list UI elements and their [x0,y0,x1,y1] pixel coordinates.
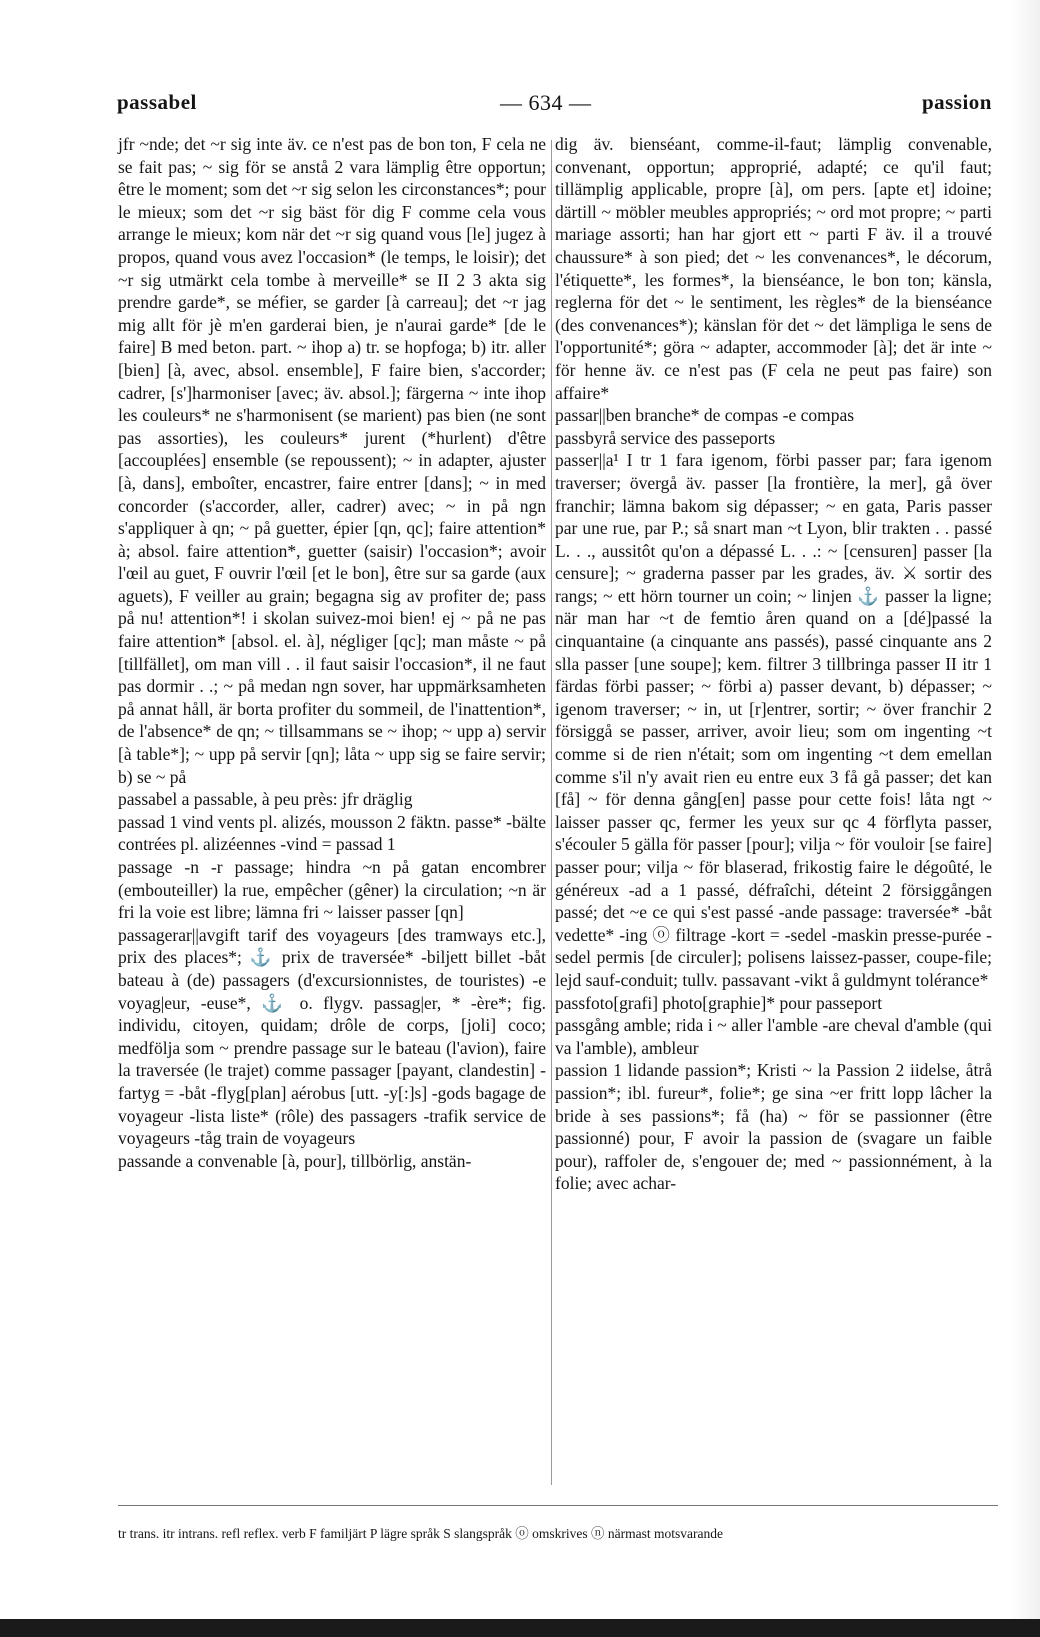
abbreviation-footer: tr trans. itr intrans. refl reflex. verb F familjärt P lägre språk S slangspråk ⓞ omskrives ⓝ närmast motsvarande [118,1526,723,1541]
right-column-text: dig äv. bienséant, comme-il-faut; lämplig convenable, convenant, opportun; approprié, adapté; ce qu'il faut; tillämplig applicable, propre [à], om pers. [apte et] idoine; därtill ~ möbler meubles appropriés; ~ ord mot propre; ~ parti mariage assorti; han har gjort ett ~ parti F äv. il a trouvé chaussure* à son pied; det ~ les convenances*, le décorum, l'étiquette*, les formes*, la bienséance, le bon ton; känsla, reglerna för det ~ le sentiment, les règles* de la bienséance (des convenances*); känslan för det ~ det lämpliga le sens de l'opportunité*; göra ~ adapter, accommoder [à]; det är inte ~ för henne äv. ce n'est pas (F cela ne peut pas faire) son affaire* passar||ben branche* de compas -e compas passbyrå service des passeports passer||a¹ I tr 1 fara igenom, förbi passer par; fara igenom traverser; övergå äv. passer [la frontière, la mer], gå över franchir; lämna bakom sig dépasser; ~ en gata, Paris passer par une rue, par P.; så snart man ~t Lyon, blir trakten . . passé L. . ., aussitôt qu'on a dépassé L. . .: ~ [censuren] passer [la censure]; ~ graderna passer par les grades, äv. ⚔ sortir des rangs; ~ ett hörn tourner un coin; ~ linjen ⚓ passer la ligne; när man har ~t de femtio åren quand on a [dé]passé la cinquantaine (a cinquante ans passés), passé cinquante ans 2 slla passer [une soupe]; kem. filtrer 3 tillbringa passer II itr 1 färdas förbi passer; ~ förbi a) passer devant, b) dépasser; ~ igenom traverser; ~ in, ut [r]entrer, sortir; ~ över franchir 2 försiggå se passer, arriver, avoir lieu; som om ingenting ~t comme si de rien n'était; som om ingenting ~t dem emellan comme s'il n'y avait rien eu entre eux 3 få gå passer; det kan [få] ~ för denna gång[en] passe pour cette fois! låta ngt ~ laisser passer qc, fermer les yeux sur qc 4 förflyta passer, s'écouler 5 gälla för passer [pour]; vilja ~ för vouloir [se faire] passer pour; vilja ~ för blaserad, frikostig faire le dégoûté, le généreux -ad a 1 passé, défraîchi, déteint 2 försiggången passé; det ~e ce qui s'est passé -ande passage: traversée* -båt vedette* -ing ⓞ filtrage -kort = -sedel -maskin presse-purée -sedel permis [de circuler]; polisens laissez-passer, coupe-file; lejd sauf-conduit; tullv. passavant -vikt å guldmynt tolérance* passfoto[grafi] photo[graphie]* pour passeport passgång amble; rida i ~ aller l'amble -are cheval d'amble (qui va l'amble), ambleur passion 1 lidande passion*; Kristi ~ la Passion 2 iidelse, åtrå passion*; ibl. fureur*, folie*; ge sina ~er fritt lopp lâcher la bride à ses passions*; få (ha) ~ för se passionner (être passionné) pour, F avoir la passion de (svagare un faible pour), raffoler de, s'engouer de; med ~ passionnément, à la folie; avec achar- [555,134,992,1194]
column-divider [551,140,552,1485]
header-right-guideword: passion [921,90,992,114]
scan-bottom-edge [0,1619,1040,1637]
footer-rule [118,1505,998,1506]
left-column-text: jfr ~nde; det ~r sig inte äv. ce n'est pas de bon ton, F cela ne se fait pas; ~ sig för se anstå 2 vara lämplig être opportun; être le moment; som det ~r sig selon les circonstances*; pour le mieux; som det ~r sig bäst för dig F comme cela vous arrange le mieux; kom när det ~r sig quand vous [le] jugez à propos, quand vous avez l'occasion* (le temps, le loisir); det ~r sig utmärkt cela tombe à merveille* se II 2 3 akta sig prendre garde*, se méfier, se garder [à carreau]; det ~r jag mig allt för jè m'en garderai bien, je n'aurai garde* [de le faire] B med beton. part. ~ ihop a) tr. se hopfoga; b) itr. aller [bien] [à, avec, absol. ensemble], F faire bien, s'accorder; cadrer, [s']harmoniser [avec; äv. absol.]; färgerna ~ inte ihop les couleurs* ne s'harmonisent (se marient) pas bien (ne sont pas assorties), les couleurs* jurent (*hurlent) d'être [accouplées] ensemble (se repoussent); ~ in adapter, ajuster [à, dans], emboîter, encastrer, faire entrer [dans]; ~ in med concorder (s'accorder, aller, cadrer) avec; ~ in på ngn s'appliquer à qn; ~ på guetter, épier [qn, qc]; faire attention* à; absol. faire attention*, guetter (saisir) l'occasion*; avoir l'œil au guet, F ouvrir l'œil [et le bon], être sur sa garde (aux aguets), F veiller au grain; begagna sig av profiter de; pass på nu! attention*! i skolan suivez-moi bien! ej ~ på ne pas faire attention* [absol. el. à], négliger [qc]; man måste ~ på [tillfället], om man vill . . il faut saisir l'occasion*, il ne faut pas dormir . .; ~ på medan ngn sover, har uppmärksamheten på annat håll, är borta profiter du sommeil, de l'inattention*, de l'absence* de qn; ~ tillsammans se ~ ihop; ~ upp a) servir [à table*]; ~ upp på servir [qn]; låta ~ upp sig se faire servir; b) se ~ på passabel a passable, à peu près: jfr dräglig passad 1 vind vents pl. alizés, mousson 2 fäktn. passe* -bälte contrées pl. alizéennes -vind = passad 1 passage -n -r passage; hindra ~n på gatan encombrer (embouteiller) la rue, empêcher (gêner) la circulation; ~n är fri la voie est libre; lämna fri ~ laisser passer [qn] passagerar||avgift tarif des voyageurs [des tramways etc.], prix des places*; ⚓ prix de traversée* -biljett billet -båt bateau à (de) passagers (d'excursionnistes, de touristes) -e voyag|eur, -euse*, ⚓ o. flygv. passag|er, * -ère*; fig. individu, citoyen, quidam; drôle de corps, [joli] coco; medfölja som ~ prendre passage sur le bateau (l'avion), faire la traversée (le trajet) comme passager [payant, clandestin] -fartyg = -båt -flyg[plan] aérobus [utt. -y[:]s] -gods bagage de voyageur -lista liste* (rôle) des passagers -trafik service de voyageurs -tåg train de voyageurs passande a convenable [à, pour], tillbörlig, anstän- [118,134,546,1171]
header-left-guideword: passabel [117,90,197,114]
page-number: — 634 — [500,90,592,115]
page-edge-shadow [1010,0,1040,1637]
